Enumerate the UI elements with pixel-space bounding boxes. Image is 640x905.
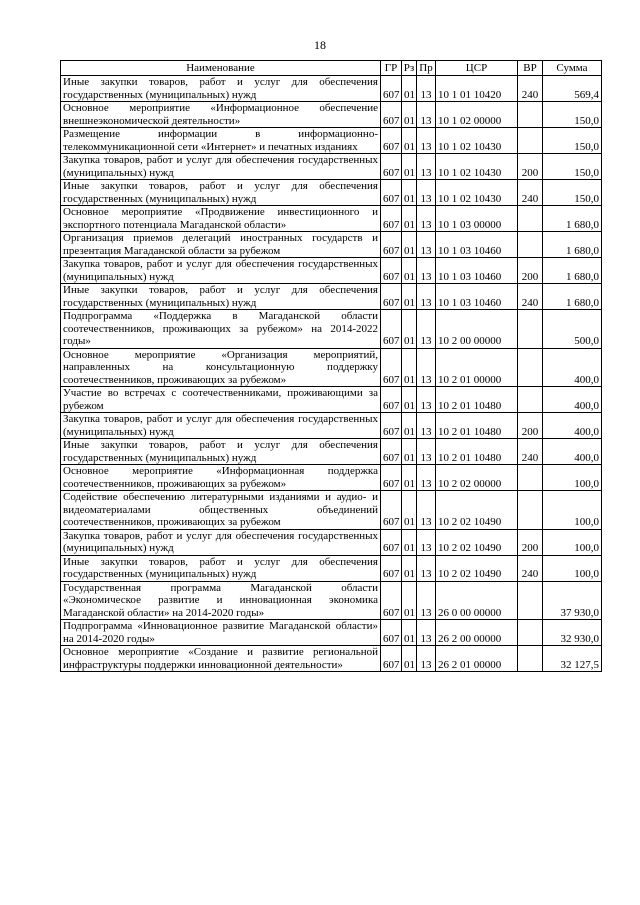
cell-gr: 607 xyxy=(381,102,402,128)
header-csr: ЦСР xyxy=(436,61,518,76)
cell-rz: 01 xyxy=(402,491,417,530)
cell-vr xyxy=(518,387,543,413)
cell-vr xyxy=(518,465,543,491)
cell-name: Основное мероприятие «Продвижение инвестиционного и экспортного потенциала Магаданской области» xyxy=(61,206,381,232)
cell-rz: 01 xyxy=(402,284,417,310)
cell-csr: 10 1 02 10430 xyxy=(436,128,518,154)
cell-rz: 01 xyxy=(402,387,417,413)
cell-rz: 01 xyxy=(402,206,417,232)
cell-name: Иные закупки товаров, работ и услуг для обеспечения государственных (муниципальных) нужд xyxy=(61,439,381,465)
cell-gr: 607 xyxy=(381,620,402,646)
cell-vr: 240 xyxy=(518,439,543,465)
cell-name: Государственная программа Магаданской области «Экономическое развитие и инновационная экономика Магаданской области» на 2014-2020 годы» xyxy=(61,581,381,620)
cell-vr: 200 xyxy=(518,529,543,555)
cell-gr: 607 xyxy=(381,232,402,258)
cell-rz: 01 xyxy=(402,102,417,128)
cell-gr: 607 xyxy=(381,413,402,439)
cell-name: Основное мероприятие «Организация мероприятий, направленных на консультационную поддержку соотечественников, проживающих за рубежом» xyxy=(61,348,381,387)
cell-pr: 13 xyxy=(417,348,436,387)
cell-gr: 607 xyxy=(381,310,402,349)
cell-csr: 26 2 01 00000 xyxy=(436,646,518,672)
table-row xyxy=(61,76,602,102)
cell-sum: 1 680,0 xyxy=(543,258,602,284)
cell-csr: 10 2 01 10480 xyxy=(436,413,518,439)
cell-csr: 10 2 01 10480 xyxy=(436,439,518,465)
cell-csr: 10 1 03 10460 xyxy=(436,232,518,258)
cell-rz: 01 xyxy=(402,620,417,646)
cell-vr: 240 xyxy=(518,76,543,102)
cell-vr xyxy=(518,102,543,128)
cell-csr: 10 2 02 10490 xyxy=(436,529,518,555)
cell-name: Закупка товаров, работ и услуг для обеспечения государственных (муниципальных) нужд xyxy=(61,529,381,555)
cell-rz: 01 xyxy=(402,128,417,154)
table-row xyxy=(61,646,602,672)
cell-gr: 607 xyxy=(381,439,402,465)
cell-name: Содействие обеспечению литературными изданиями и аудио- и видеоматериалами общественных объединений соотечественников, проживающих за рубежом xyxy=(61,491,381,530)
cell-pr: 13 xyxy=(417,387,436,413)
cell-name: Основное мероприятие «Информационное обеспечение внешнеэкономической деятельности» xyxy=(61,102,381,128)
cell-gr: 607 xyxy=(381,258,402,284)
cell-vr xyxy=(518,128,543,154)
cell-sum: 150,0 xyxy=(543,128,602,154)
table-row xyxy=(61,439,602,465)
cell-name: Подпрограмма «Поддержка в Магаданской области соотечественников, проживающих за рубежом» на 2014-2022 годы» xyxy=(61,310,381,349)
header-vr: ВР xyxy=(518,61,543,76)
cell-gr: 607 xyxy=(381,206,402,232)
table-row xyxy=(61,128,602,154)
cell-gr: 607 xyxy=(381,387,402,413)
table-row xyxy=(61,206,602,232)
cell-rz: 01 xyxy=(402,465,417,491)
cell-csr: 10 1 02 10430 xyxy=(436,154,518,180)
cell-gr: 607 xyxy=(381,76,402,102)
cell-sum: 1 680,0 xyxy=(543,232,602,258)
cell-sum: 1 680,0 xyxy=(543,284,602,310)
cell-name: Организация приемов делегаций иностранных государств и презентация Магаданской области за рубежом xyxy=(61,232,381,258)
table-row xyxy=(61,258,602,284)
cell-rz: 01 xyxy=(402,154,417,180)
budget-table xyxy=(60,60,602,672)
cell-sum: 1 680,0 xyxy=(543,206,602,232)
cell-name: Основное мероприятие «Информационная поддержка соотечественников, проживающих за рубежом» xyxy=(61,465,381,491)
cell-gr: 607 xyxy=(381,491,402,530)
header-name: Наименование xyxy=(61,61,381,76)
cell-pr: 13 xyxy=(417,180,436,206)
cell-gr: 607 xyxy=(381,154,402,180)
table-header-row xyxy=(61,61,602,76)
cell-name: Подпрограмма «Инновационное развитие Магаданской области» на 2014-2020 годы» xyxy=(61,620,381,646)
cell-sum: 150,0 xyxy=(543,180,602,206)
cell-sum: 100,0 xyxy=(543,491,602,530)
cell-rz: 01 xyxy=(402,232,417,258)
table-row xyxy=(61,555,602,581)
cell-pr: 13 xyxy=(417,154,436,180)
cell-vr xyxy=(518,491,543,530)
table-row xyxy=(61,310,602,349)
cell-pr: 13 xyxy=(417,76,436,102)
cell-csr: 10 2 01 00000 xyxy=(436,348,518,387)
cell-sum: 37 930,0 xyxy=(543,581,602,620)
cell-csr: 10 2 02 10490 xyxy=(436,555,518,581)
cell-sum: 400,0 xyxy=(543,439,602,465)
cell-gr: 607 xyxy=(381,646,402,672)
cell-csr: 10 1 03 10460 xyxy=(436,258,518,284)
cell-vr xyxy=(518,620,543,646)
cell-name: Закупка товаров, работ и услуг для обеспечения государственных (муниципальных) нужд xyxy=(61,154,381,180)
cell-vr: 240 xyxy=(518,284,543,310)
table-row xyxy=(61,387,602,413)
header-gr: ГР xyxy=(381,61,402,76)
cell-sum: 100,0 xyxy=(543,529,602,555)
cell-pr: 13 xyxy=(417,284,436,310)
cell-rz: 01 xyxy=(402,258,417,284)
cell-vr xyxy=(518,232,543,258)
cell-pr: 13 xyxy=(417,439,436,465)
table-row xyxy=(61,284,602,310)
header-pr: Пр xyxy=(417,61,436,76)
cell-name: Основное мероприятие «Создание и развитие региональной инфраструктуры поддержки инновационной деятельности» xyxy=(61,646,381,672)
table-row xyxy=(61,154,602,180)
table-row xyxy=(61,413,602,439)
cell-pr: 13 xyxy=(417,258,436,284)
cell-csr: 10 2 02 10490 xyxy=(436,491,518,530)
cell-pr: 13 xyxy=(417,128,436,154)
table-row xyxy=(61,180,602,206)
cell-sum: 150,0 xyxy=(543,102,602,128)
table-row xyxy=(61,529,602,555)
cell-vr xyxy=(518,310,543,349)
cell-rz: 01 xyxy=(402,439,417,465)
cell-pr: 13 xyxy=(417,206,436,232)
cell-gr: 607 xyxy=(381,581,402,620)
cell-csr: 10 1 03 00000 xyxy=(436,206,518,232)
table-row xyxy=(61,465,602,491)
cell-sum: 569,4 xyxy=(543,76,602,102)
cell-csr: 10 2 00 00000 xyxy=(436,310,518,349)
cell-pr: 13 xyxy=(417,491,436,530)
cell-csr: 10 1 02 00000 xyxy=(436,102,518,128)
cell-name: Иные закупки товаров, работ и услуг для обеспечения государственных (муниципальных) нужд xyxy=(61,76,381,102)
cell-vr: 240 xyxy=(518,555,543,581)
cell-vr xyxy=(518,646,543,672)
cell-rz: 01 xyxy=(402,555,417,581)
cell-name: Участие во встречах с соотечественниками, проживающими за рубежом xyxy=(61,387,381,413)
cell-csr: 10 2 02 00000 xyxy=(436,465,518,491)
cell-vr: 200 xyxy=(518,154,543,180)
table-row xyxy=(61,581,602,620)
cell-pr: 13 xyxy=(417,413,436,439)
cell-pr: 13 xyxy=(417,646,436,672)
cell-gr: 607 xyxy=(381,529,402,555)
cell-sum: 100,0 xyxy=(543,465,602,491)
cell-sum: 500,0 xyxy=(543,310,602,349)
cell-pr: 13 xyxy=(417,581,436,620)
cell-sum: 400,0 xyxy=(543,413,602,439)
cell-pr: 13 xyxy=(417,555,436,581)
header-sum: Сумма xyxy=(543,61,602,76)
cell-pr: 13 xyxy=(417,529,436,555)
cell-rz: 01 xyxy=(402,76,417,102)
cell-vr: 200 xyxy=(518,258,543,284)
cell-name: Иные закупки товаров, работ и услуг для обеспечения государственных (муниципальных) нужд xyxy=(61,180,381,206)
cell-csr: 10 1 01 10420 xyxy=(436,76,518,102)
cell-rz: 01 xyxy=(402,310,417,349)
cell-vr: 240 xyxy=(518,180,543,206)
cell-sum: 32 127,5 xyxy=(543,646,602,672)
cell-vr xyxy=(518,206,543,232)
cell-gr: 607 xyxy=(381,180,402,206)
cell-sum: 150,0 xyxy=(543,154,602,180)
cell-csr: 10 1 03 10460 xyxy=(436,284,518,310)
header-rz: Рз xyxy=(402,61,417,76)
cell-pr: 13 xyxy=(417,310,436,349)
table-row xyxy=(61,348,602,387)
cell-vr xyxy=(518,348,543,387)
cell-csr: 26 0 00 00000 xyxy=(436,581,518,620)
cell-csr: 10 1 02 10430 xyxy=(436,180,518,206)
cell-name: Иные закупки товаров, работ и услуг для обеспечения государственных (муниципальных) нужд xyxy=(61,555,381,581)
table-row xyxy=(61,620,602,646)
cell-pr: 13 xyxy=(417,232,436,258)
table-row xyxy=(61,102,602,128)
cell-csr: 10 2 01 10480 xyxy=(436,387,518,413)
cell-csr: 26 2 00 00000 xyxy=(436,620,518,646)
cell-name: Иные закупки товаров, работ и услуг для обеспечения государственных (муниципальных) нужд xyxy=(61,284,381,310)
cell-rz: 01 xyxy=(402,529,417,555)
cell-pr: 13 xyxy=(417,102,436,128)
cell-pr: 13 xyxy=(417,620,436,646)
cell-vr: 200 xyxy=(518,413,543,439)
cell-gr: 607 xyxy=(381,284,402,310)
cell-vr xyxy=(518,581,543,620)
cell-rz: 01 xyxy=(402,348,417,387)
cell-rz: 01 xyxy=(402,413,417,439)
cell-sum: 400,0 xyxy=(543,387,602,413)
cell-rz: 01 xyxy=(402,180,417,206)
cell-gr: 607 xyxy=(381,348,402,387)
cell-gr: 607 xyxy=(381,465,402,491)
cell-rz: 01 xyxy=(402,581,417,620)
cell-name: Размещение информации в информационно-телекоммуникационной сети «Интернет» и печатных изданиях xyxy=(61,128,381,154)
table-body xyxy=(61,76,602,672)
cell-sum: 400,0 xyxy=(543,348,602,387)
cell-name: Закупка товаров, работ и услуг для обеспечения государственных (муниципальных) нужд xyxy=(61,413,381,439)
table-row xyxy=(61,491,602,530)
page-number: 18 xyxy=(314,38,326,52)
table-row xyxy=(61,232,602,258)
cell-sum: 100,0 xyxy=(543,555,602,581)
cell-gr: 607 xyxy=(381,128,402,154)
cell-name: Закупка товаров, работ и услуг для обеспечения государственных (муниципальных) нужд xyxy=(61,258,381,284)
cell-sum: 32 930,0 xyxy=(543,620,602,646)
cell-pr: 13 xyxy=(417,465,436,491)
cell-rz: 01 xyxy=(402,646,417,672)
cell-gr: 607 xyxy=(381,555,402,581)
